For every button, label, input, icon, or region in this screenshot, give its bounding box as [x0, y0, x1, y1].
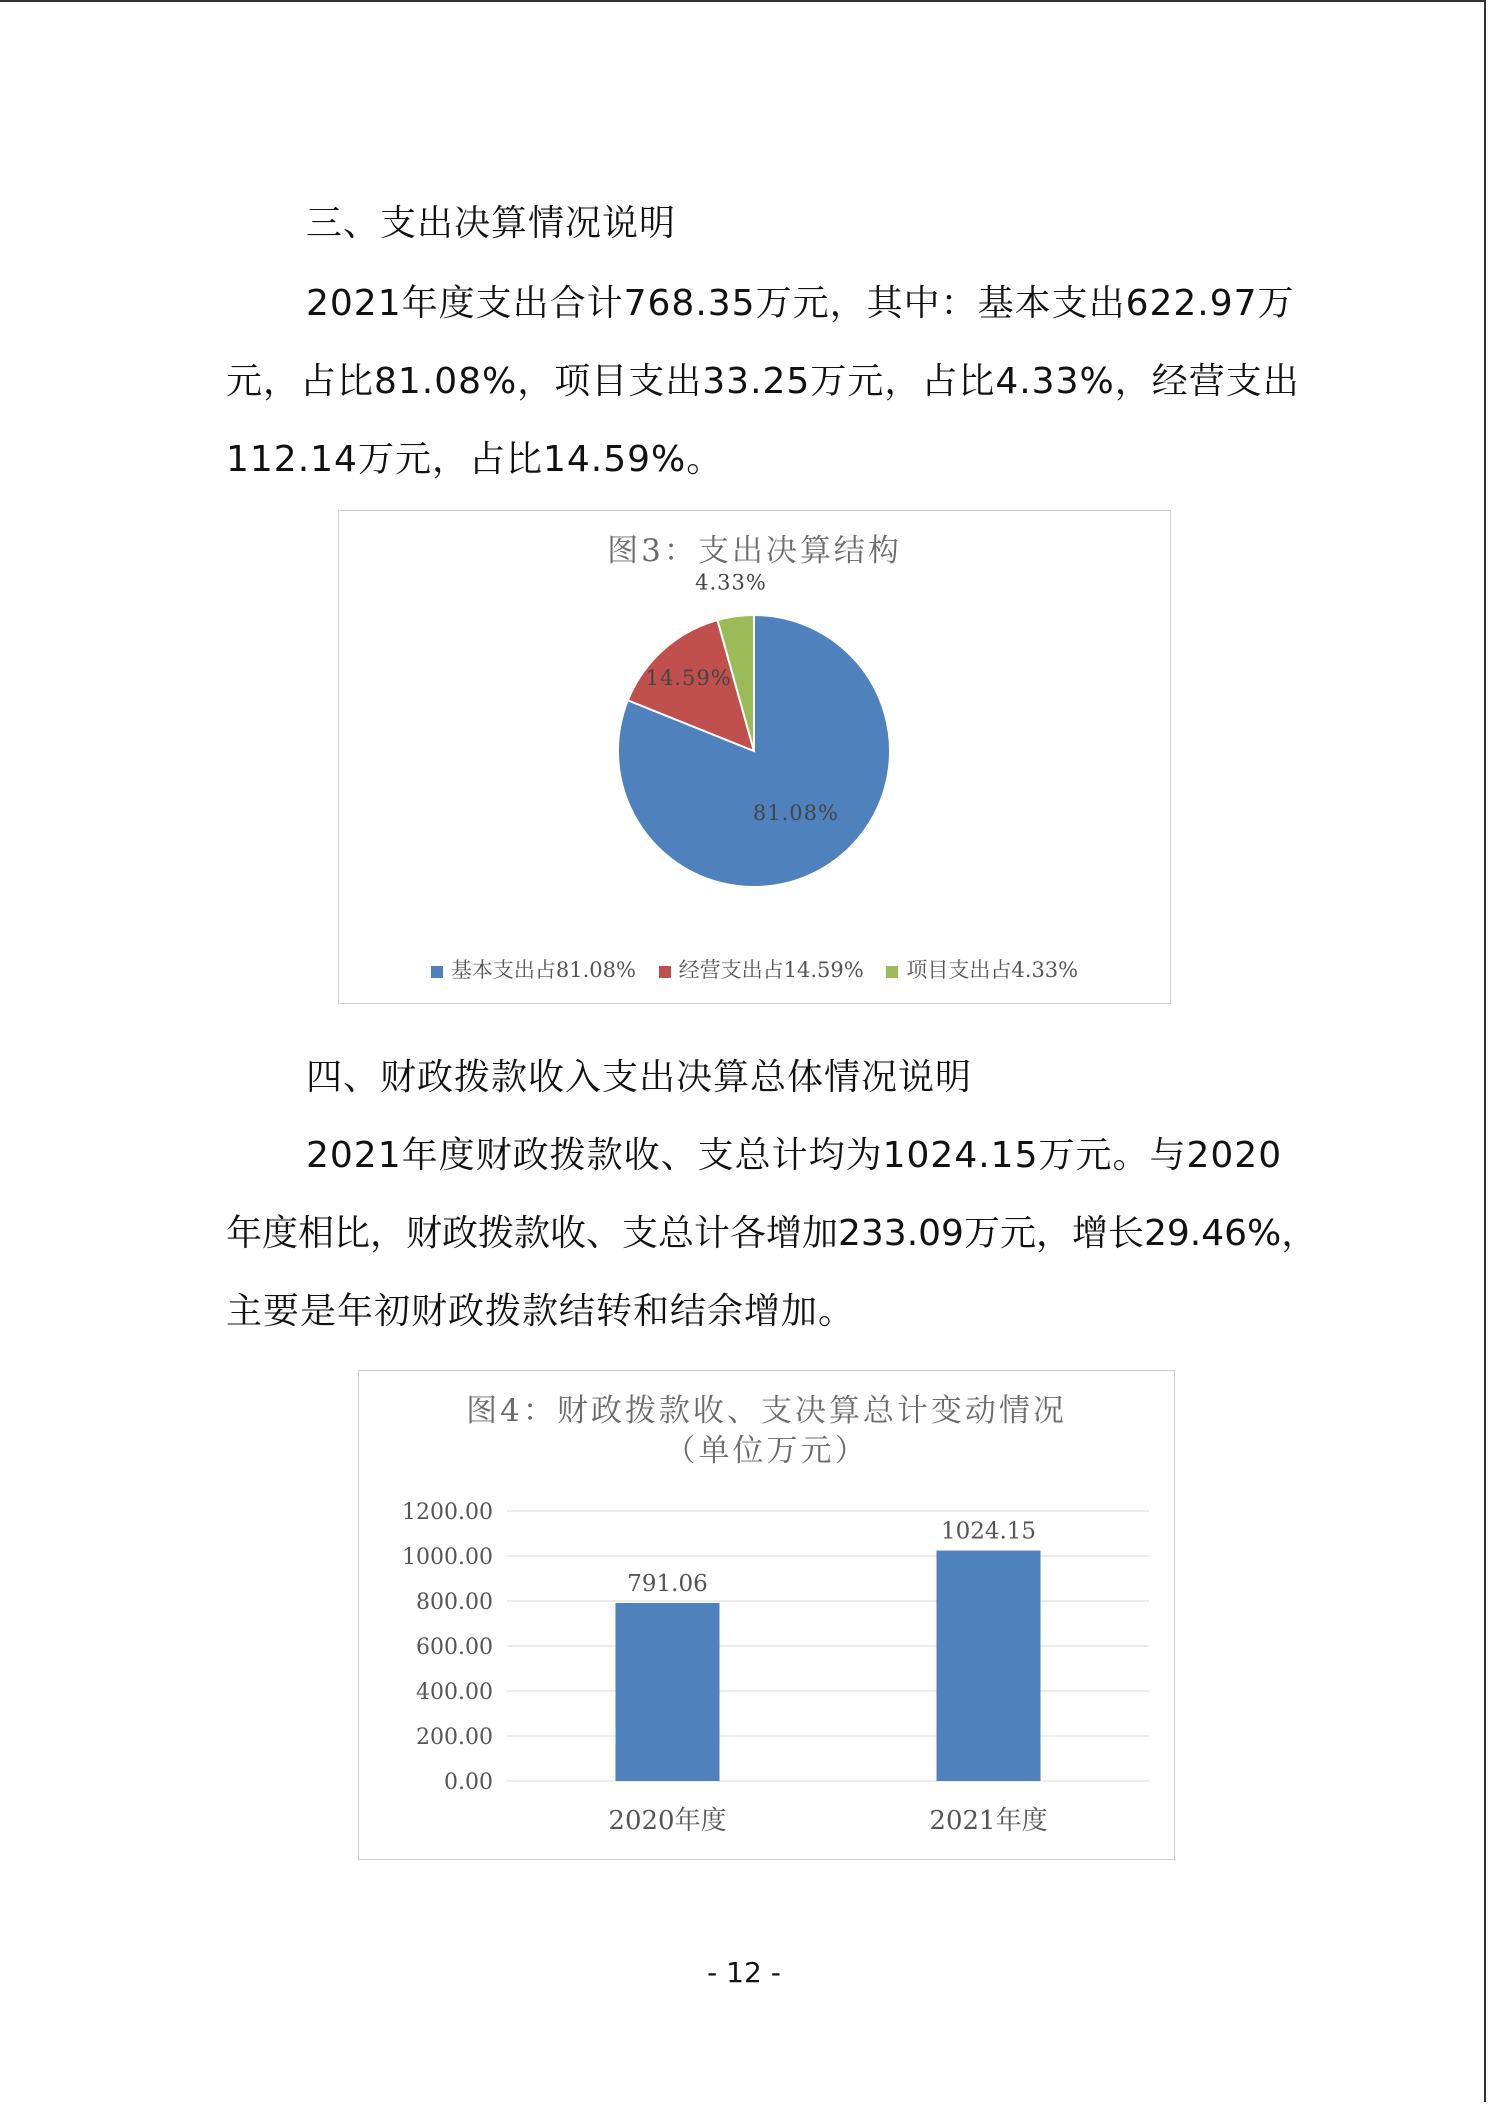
section3-line-2: 元，占比81.08%，项目支出33.25万元，占比4.33%，经营支出	[226, 361, 1300, 402]
legend-item-project	[886, 954, 1078, 984]
legend-label-project: 项目支出占4.33%	[906, 958, 1079, 982]
y-tick-label: 400.00	[416, 1680, 493, 1705]
section4-line-3: 主要是年初财政拨款结转和结余增加。	[226, 1291, 856, 1332]
y-tick-label: 1200.00	[402, 1500, 493, 1525]
bar-1	[616, 1603, 720, 1781]
x-category-label-2: 2021年度	[929, 1806, 1048, 1836]
y-tick-label: 0.00	[444, 1770, 493, 1795]
figure3-legend	[339, 954, 1170, 984]
bar-2	[937, 1551, 1041, 1781]
pie-chart-svg	[339, 571, 1170, 971]
pie-label-1: 81.08%	[752, 800, 839, 825]
y-tick-label: 200.00	[416, 1725, 493, 1750]
section4-line-1: 2021年度财政拨款收、支总计均为1024.15万元。与2020	[306, 1135, 1283, 1176]
figure3-chart	[338, 510, 1171, 1004]
bar-value-label-2: 1024.15	[940, 1518, 1037, 1545]
legend-item-operating	[659, 954, 864, 984]
section4-heading: 四、财政拨款收入支出决算总体情况说明	[306, 1057, 973, 1098]
section4-line-2: 年度相比，财政拨款收、支总计各增加233.09万元，增长29.46%，	[226, 1213, 1318, 1254]
legend-item-basic	[431, 954, 636, 984]
legend-swatch-basic	[431, 966, 443, 978]
section3-line-1: 2021年度支出合计768.35万元，其中：基本支出622.97万	[306, 283, 1295, 324]
section3-heading: 三、支出决算情况说明	[306, 203, 677, 244]
legend-swatch-project	[886, 966, 898, 978]
legend-swatch-operating	[659, 966, 671, 978]
section3-line-3: 112.14万元，占比14.59%。	[226, 439, 724, 480]
legend-label-basic: 基本支出占81.08%	[450, 958, 636, 982]
page-number: - 12 -	[707, 1956, 781, 1989]
bar-value-label-1: 791.06	[627, 1571, 708, 1598]
y-tick-label: 600.00	[416, 1635, 493, 1660]
figure4-title-line1: 图4：财政拨款收、支决算总计变动情况	[466, 1393, 1067, 1429]
bar-chart-svg	[359, 1471, 1174, 1851]
y-tick-label: 800.00	[416, 1590, 493, 1615]
pie-label-2: 14.59%	[645, 666, 732, 691]
y-tick-label: 1000.00	[402, 1545, 493, 1570]
figure3-title: 图3：支出决算结构	[607, 533, 902, 569]
pie-label-3: 4.33%	[695, 571, 767, 595]
figure4-title-line2: （单位万元）	[664, 1433, 869, 1469]
legend-label-operating: 经营支出占14.59%	[678, 958, 864, 982]
x-category-label-1: 2020年度	[608, 1806, 727, 1836]
figure4-chart	[358, 1370, 1175, 1860]
